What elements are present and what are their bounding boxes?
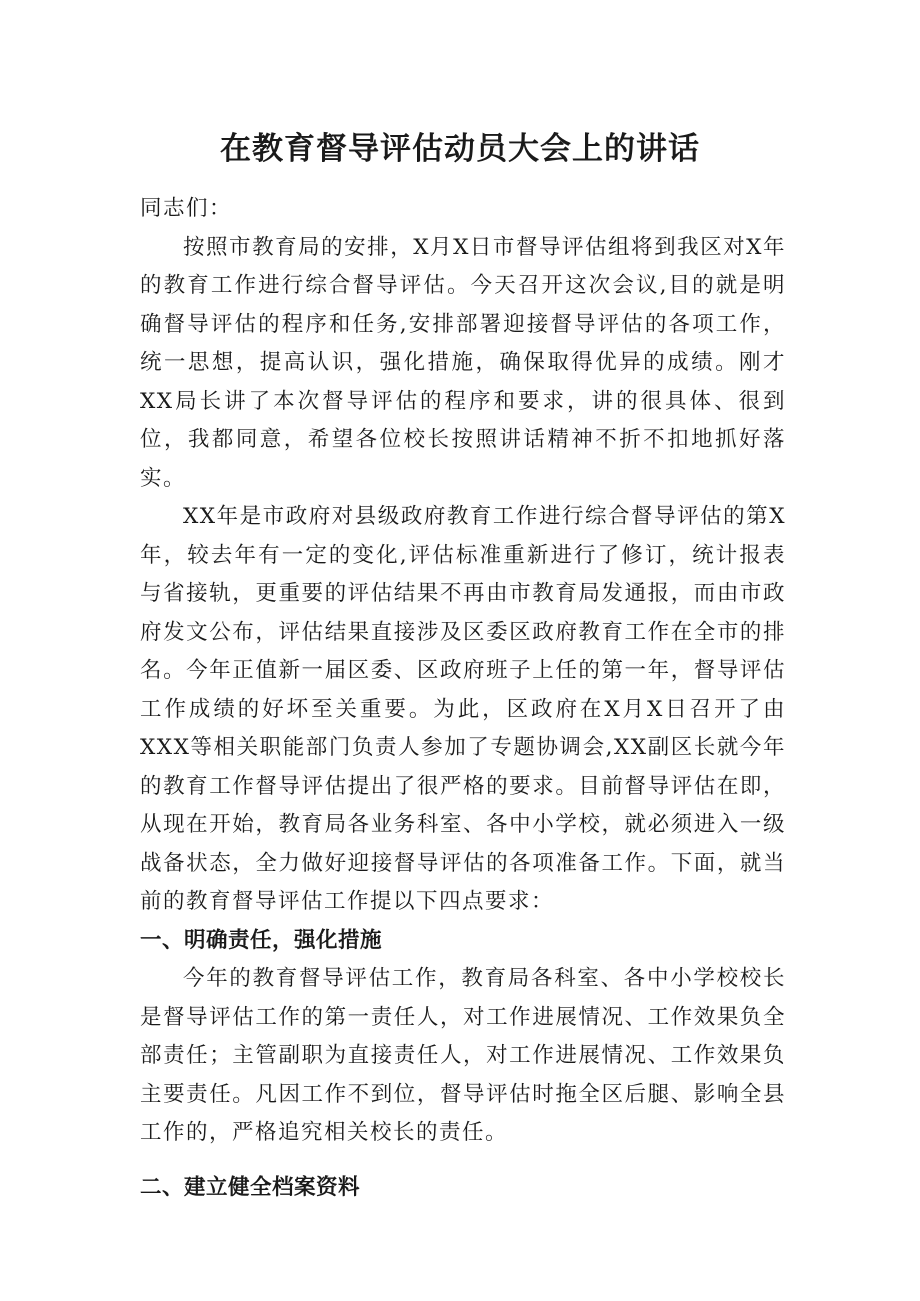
document-title: 在教育督导评估动员大会上的讲话 xyxy=(220,131,700,167)
paragraph-intro: 按照市教育局的安排，X月X日市督导评估组将到我区对X年的教育工作进行综合督导评估。今天召开这次会议,目的就是明确督导评估的程序和任务,安排部署迎接督导评估的各项工作，统一思想，提高认识，强化措施，确保取得优异的成绩。刚才XX局长讲了本次督导评估的程序和要求，讲的很具体、很到位，我都同意，希望各位校长按照讲话精神不折不扣地抓好落实。 xyxy=(140,234,786,491)
section-heading-1: 一、明确责任，强化措施 xyxy=(140,927,383,953)
section-text-1: 今年的教育督导评估工作，教育局各科室、各中小学校校长是督导评估工作的第一责任人，对工作进展情况、工作效果负全部责任；主管副职为直接责任人，对工作进展情况、工作效果负主要责任。凡因工作不到位，督导评估时拖全区后腿、影响全县工作的，严格追究相关校长的责任。 xyxy=(140,966,786,1145)
section-heading-2: 二、建立健全档案资料 xyxy=(140,1174,361,1200)
document-body xyxy=(140,190,786,1207)
paragraph-background: XX年是市政府对县级政府教育工作进行综合督导评估的第X年，较去年有一定的变化,评估标准重新进行了修订，统计报表与省接轨，更重要的评估结果不再由市教育局发通报，而由市政府发文公布，评估结果直接涉及区委区政府教育工作在全市的排名。今年正值新一届区委、区政府班子上任的第一年，督导评估工作成绩的好坏至关重要。为此，区政府在X月X日召开了由XXX等相关职能部门负责人参加了专题协调会,XX副区长就今年的教育工作督导评估提出了很严格的要求。目前督导评估在即，从现在开始，教育局各业务科室、各中小学校，就必须进入一级战备状态，全力做好迎接督导评估的各项准备工作。下面，就当前的教育督导评估工作提以下四点要求： xyxy=(140,504,786,914)
salutation: 同志们： xyxy=(140,196,233,221)
